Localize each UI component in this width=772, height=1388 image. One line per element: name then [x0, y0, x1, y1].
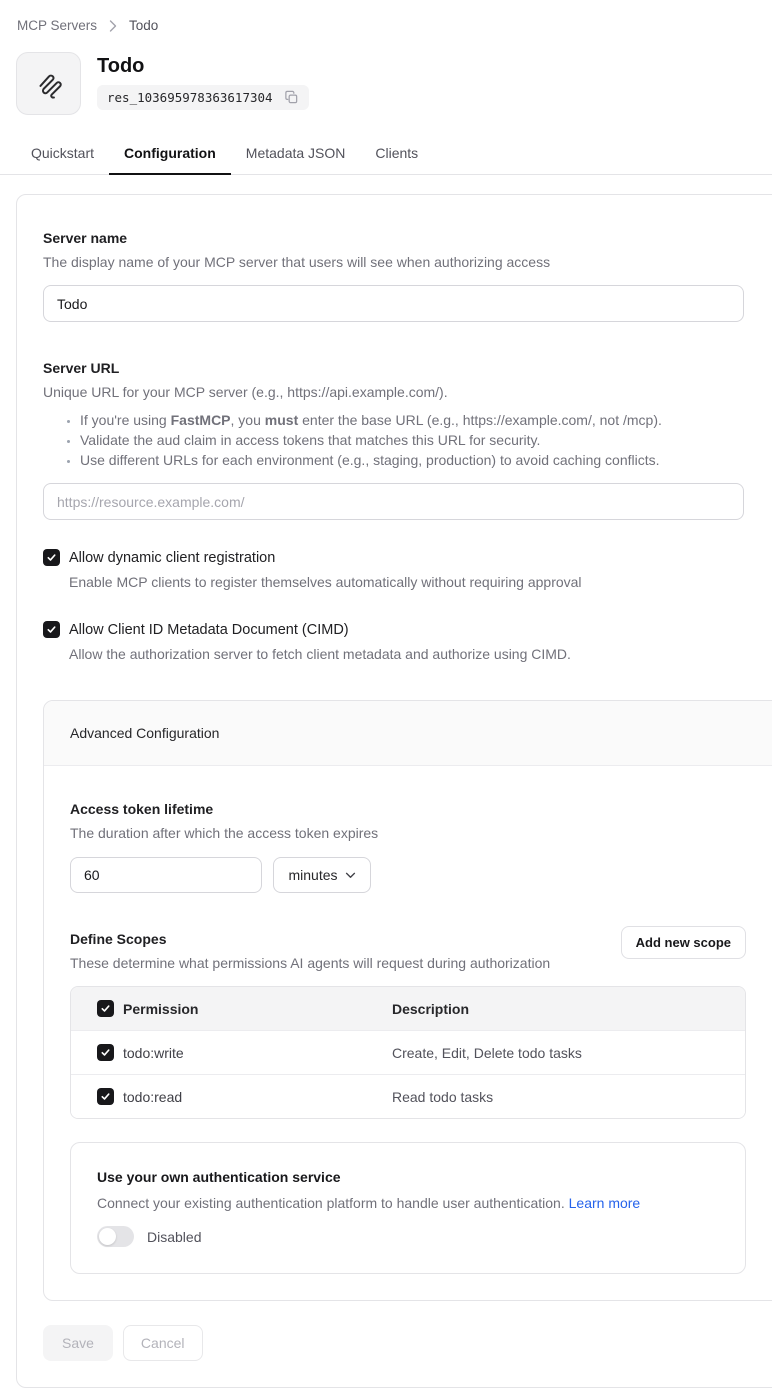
server-name-label: Server name [43, 230, 128, 246]
scopes-table [70, 986, 746, 1119]
server-name-section [43, 228, 772, 322]
server-url-bullet: • Use different URLs for each environment (e.g., staging, production) to avoid caching conflicts. [80, 450, 772, 470]
scope-todo-write-checkbox[interactable] [97, 1044, 114, 1061]
toggle-knob [99, 1228, 116, 1245]
define-scopes-description: These determine what permissions AI agents will request during authorization [70, 955, 551, 971]
custom-auth-toggle[interactable] [97, 1226, 134, 1247]
scope-description: Read todo tasks [392, 1088, 494, 1105]
resource-id-badge [97, 85, 309, 110]
server-url-bullet: • If you're using FastMCP, you must enter the base URL (e.g., https://example.com/, not /mcp). [80, 410, 772, 430]
server-name-input[interactable] [43, 285, 744, 322]
check-icon [46, 552, 57, 563]
dynamic-registration-description: Enable MCP clients to register themselves automatically without requiring approval [69, 574, 582, 590]
tab-metadata-json[interactable]: Metadata JSON [231, 136, 361, 174]
custom-auth-description: Connect your existing authentication platform to handle user authentication. [97, 1195, 569, 1211]
chevron-down-icon [345, 872, 356, 879]
server-url-bullet: • Validate the aud claim in access tokens that matches this URL for security. [80, 430, 772, 450]
copy-icon[interactable] [284, 90, 299, 105]
check-icon [100, 1091, 111, 1102]
save-button[interactable]: Save [43, 1325, 113, 1361]
scribble-icon [30, 65, 68, 103]
cimd-description: Allow the authorization server to fetch client metadata and authorize using CIMD. [69, 646, 571, 662]
breadcrumb-item-mcp-servers[interactable]: MCP Servers [17, 18, 98, 33]
description-column-header: Description [392, 1000, 470, 1017]
token-lifetime-section [70, 799, 770, 893]
breadcrumb-item-current: Todo [129, 18, 159, 33]
resource-id: res_103695978363617304 [107, 90, 273, 105]
server-url-description: Unique URL for your MCP server (e.g., https://api.example.com/). [43, 384, 448, 400]
add-new-scope-button[interactable]: Add new scope [621, 926, 746, 959]
server-name-description: The display name of your MCP server that users will see when authorizing access [43, 254, 551, 270]
custom-auth-title: Use your own authentication service [97, 1169, 341, 1185]
cancel-button[interactable]: Cancel [123, 1325, 203, 1361]
advanced-configuration-header: Advanced Configuration [44, 701, 772, 766]
token-lifetime-unit-select[interactable] [273, 857, 371, 893]
cimd-label[interactable]: Allow Client ID Metadata Document (CIMD) [69, 621, 349, 638]
tab-configuration[interactable]: Configuration [109, 136, 231, 174]
scope-permission: todo:write [123, 1044, 184, 1061]
cimd-section [43, 621, 772, 664]
form-actions [43, 1325, 772, 1361]
server-url-bullet-list [43, 410, 772, 470]
scope-permission: todo:read [123, 1088, 183, 1105]
select-all-scopes-checkbox[interactable] [97, 1000, 114, 1017]
page-title: Todo [97, 55, 145, 77]
token-lifetime-description: The duration after which the access token expires [70, 825, 379, 841]
scopes-table-header-row [71, 987, 745, 1030]
server-avatar [16, 52, 81, 115]
cimd-checkbox[interactable] [43, 621, 60, 638]
tab-quickstart[interactable]: Quickstart [16, 136, 109, 174]
breadcrumb [0, 0, 772, 33]
check-icon [100, 1003, 111, 1014]
custom-auth-toggle-label: Disabled [147, 1228, 202, 1245]
scope-row-todo-read [71, 1074, 745, 1118]
token-lifetime-input[interactable] [70, 857, 262, 893]
custom-auth-box [70, 1142, 746, 1274]
define-scopes-label: Define Scopes [70, 931, 167, 947]
tab-clients[interactable]: Clients [360, 136, 433, 174]
learn-more-link[interactable]: Learn more [568, 1195, 641, 1211]
scope-description: Create, Edit, Delete todo tasks [392, 1044, 582, 1061]
advanced-configuration-panel [43, 700, 772, 1301]
scope-todo-read-checkbox[interactable] [97, 1088, 114, 1105]
token-lifetime-label: Access token lifetime [70, 801, 214, 817]
dynamic-registration-section [43, 549, 772, 592]
define-scopes-header [70, 929, 746, 973]
tab-bar [0, 136, 772, 175]
dynamic-registration-checkbox[interactable] [43, 549, 60, 566]
check-icon [100, 1047, 111, 1058]
page-header [16, 52, 772, 115]
token-lifetime-unit-value: minutes [288, 867, 338, 883]
check-icon [46, 624, 57, 635]
scope-row-todo-write [71, 1030, 745, 1074]
dynamic-registration-label[interactable]: Allow dynamic client registration [69, 549, 276, 566]
permission-column-header: Permission [123, 1000, 199, 1017]
server-url-section [43, 358, 772, 520]
server-url-input[interactable] [43, 483, 744, 520]
chevron-right-icon [109, 20, 117, 32]
configuration-card [16, 194, 772, 1388]
server-url-label: Server URL [43, 360, 120, 376]
